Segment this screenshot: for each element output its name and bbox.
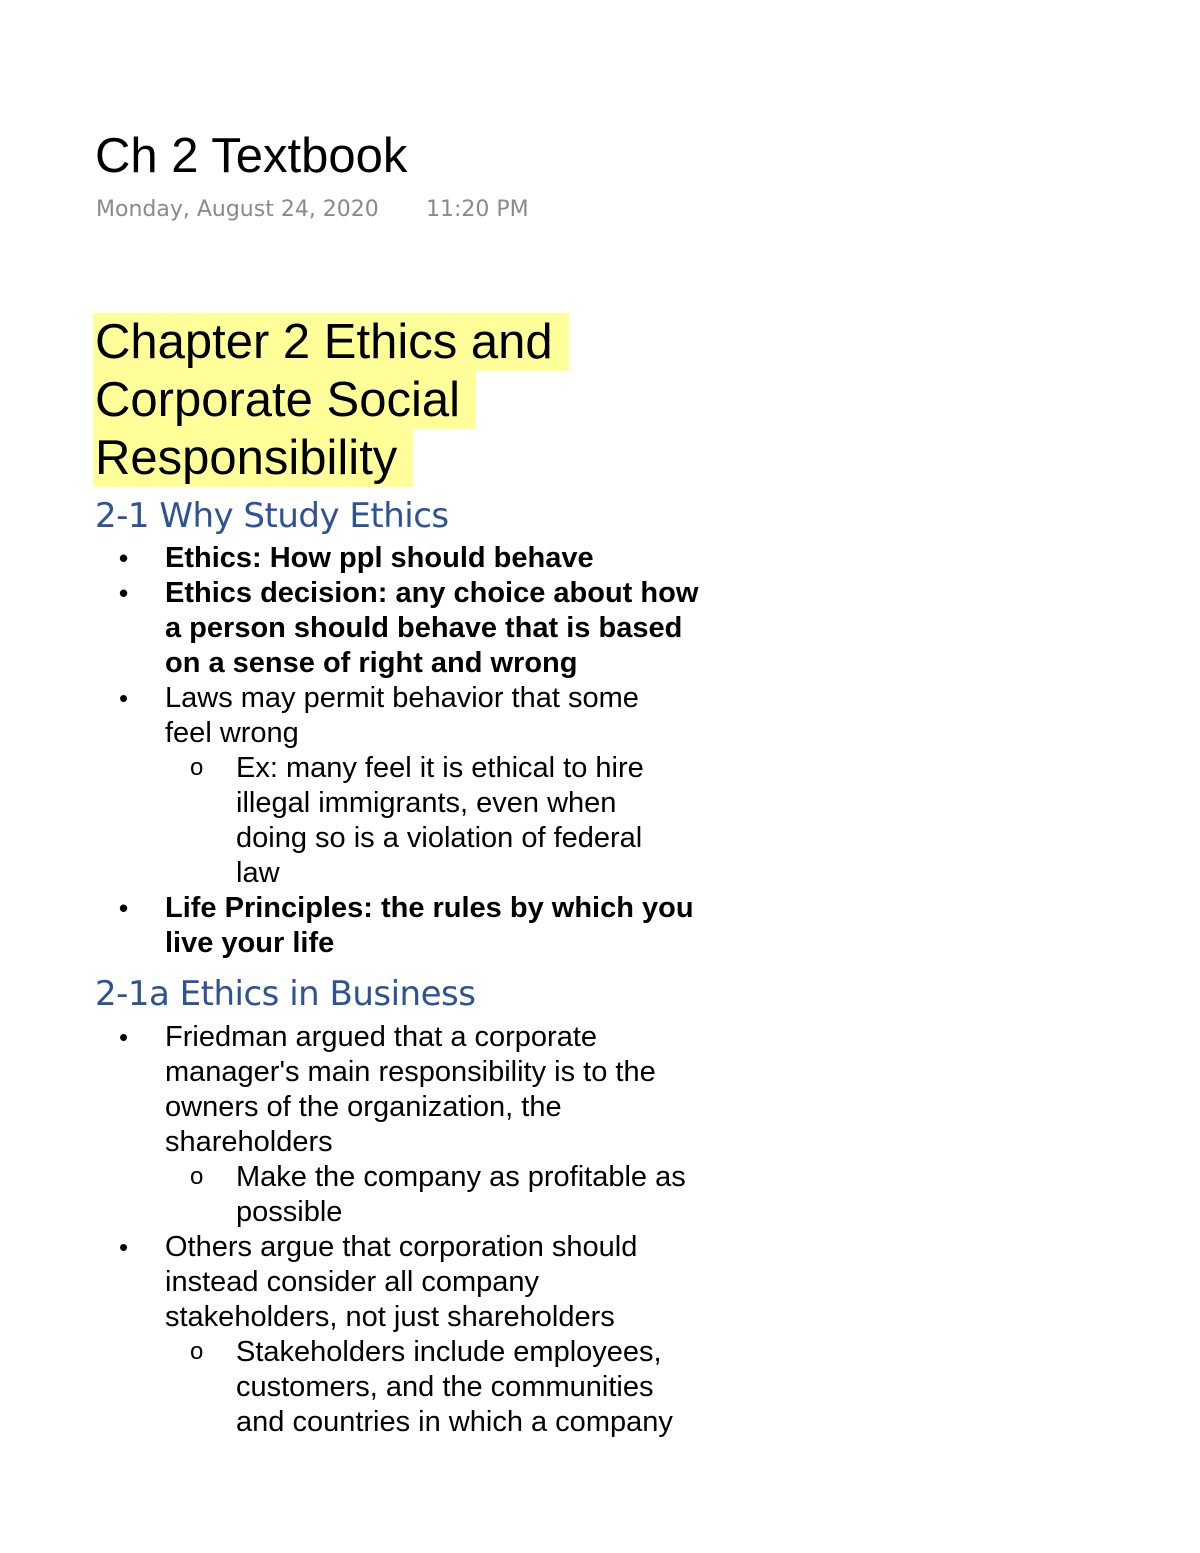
list-item — [0, 541, 720, 576]
sub-list-item — [165, 751, 720, 891]
page-title: Ch 2 Textbook — [95, 129, 408, 183]
chapter-title-line-1: Chapter 2 Ethics and — [93, 313, 569, 371]
chapter-title — [93, 313, 569, 487]
section-list-ethics-in-business — [0, 1020, 720, 1440]
sub-list — [165, 751, 720, 891]
list-item — [0, 681, 720, 891]
sub-list — [165, 1160, 720, 1230]
list-item — [0, 576, 720, 681]
list-item-text: • Friedman argued that a corporate manager's main responsibility is to the owners of the organization, the shareholders — [165, 1021, 656, 1158]
note-time: 11:20 PM — [426, 197, 529, 222]
section-heading-ethics-in-business: 2-1a Ethics in Business — [95, 974, 476, 1014]
list-item — [0, 891, 720, 961]
chapter-title-line-2: Corporate Social — [93, 371, 476, 429]
section-heading-why-study-ethics: 2-1 Why Study Ethics — [95, 496, 449, 536]
sub-list-item — [165, 1335, 720, 1440]
list-item — [0, 1230, 720, 1440]
sub-list-item — [165, 1160, 720, 1230]
list-item-text: • Ethics: How ppl should behave — [165, 542, 594, 574]
sub-list-item-text: o Make the company as profitable as possible — [236, 1161, 686, 1228]
list-item-text: • Others argue that corporation should instead consider all company stakeholders, not just shareholders — [165, 1231, 638, 1333]
sub-list-item-text: o Stakeholders include employees, customers, and the communities and countries in which a company — [236, 1336, 673, 1438]
sub-list-item-text: o Ex: many feel it is ethical to hire illegal immigrants, even when doing so is a violation of federal law — [236, 752, 644, 889]
section-list-why-study-ethics — [0, 541, 720, 961]
list-item-text: • Laws may permit behavior that some feel wrong — [165, 682, 639, 749]
list-item — [0, 1020, 720, 1230]
list-item-text: • Ethics decision: any choice about how a person should behave that is based on a sense of right and wrong — [165, 577, 699, 679]
note-meta — [96, 197, 529, 222]
chapter-title-line-3: Responsibility — [93, 429, 413, 487]
sub-list — [165, 1335, 720, 1440]
note-date: Monday, August 24, 2020 — [96, 197, 379, 222]
list-item-text: • Life Principles: the rules by which you live your life — [165, 892, 694, 959]
